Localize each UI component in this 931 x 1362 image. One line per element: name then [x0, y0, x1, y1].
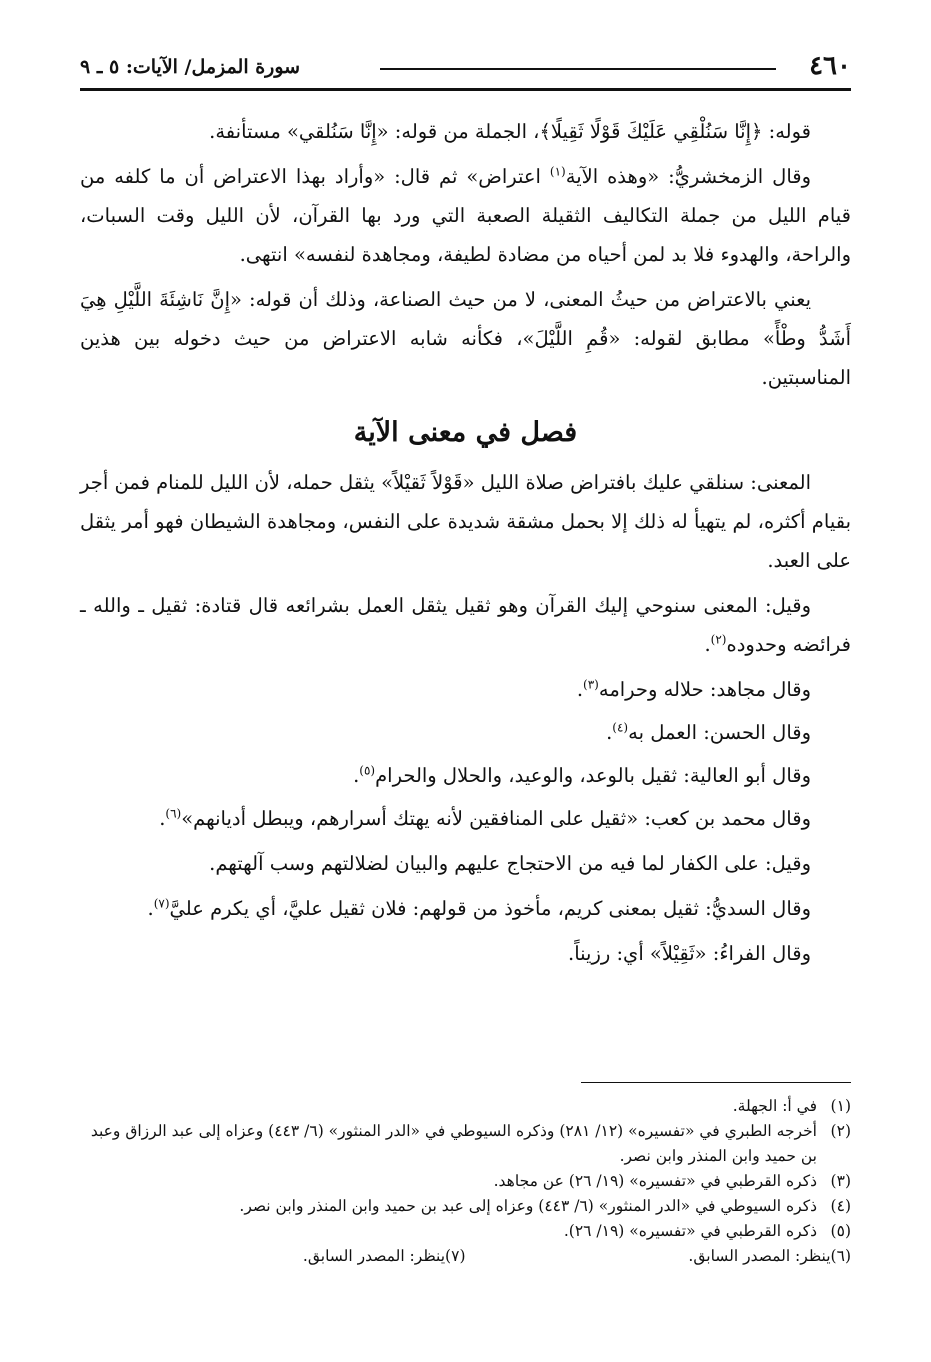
paragraph: وقال أبو العالية: ثقيل بالوعد، والوعيد، والحلال والحرام$^{(٥)}$. — [353, 763, 811, 787]
paragraph: وقال الزمخشريُّ: «وهذه الآية$^{(١)}$ اعتراض» ثم قال: «وأراد بهذا الاعتراض أن ما كلفه من قيام الليل من جملة التكاليف الثقيلة الصعبة التي ورد بها القرآن، لأن الليل وقت السبات، والراحة، والهدوء فلا بد لمن أحياه من مضادة لطيفة، ومجاهدة لنفسه» انتهى. — [80, 164, 851, 266]
footnote-ref[interactable]: (١) — [549, 164, 566, 179]
header-rule — [380, 68, 776, 70]
footnote-ref[interactable]: (٧) — [153, 896, 170, 911]
footnote-ref[interactable]: (٢) — [710, 632, 727, 647]
page-header — [80, 48, 851, 91]
footnote: (٦) ينظر: المصدر السابق. — [688, 1247, 851, 1265]
main-text — [80, 112, 851, 979]
footnote: (٧) ينظر: المصدر السابق. — [302, 1247, 466, 1265]
paragraph: وقيل: المعنى سنوحي إليك القرآن وهو ثقيل يثقل العمل بشرائعه قال قتادة: ثقيل ـ والله ـ فرائضه وحدوده$^{(٢)}$. — [80, 594, 851, 656]
footnote-separator — [581, 1082, 851, 1083]
footnote: (١) في أ: الجهلة. — [732, 1097, 851, 1115]
footnote-ref[interactable]: (٥) — [359, 763, 376, 778]
footnotes — [80, 1094, 851, 1269]
footnote: (٥) ذكره القرطبي في «تفسيره» (١٩/ ٢٦). — [563, 1222, 851, 1240]
footnote: (٢) أخرجه الطبري في «تفسيره» (١٢/ ٢٨١) وذكره السيوطي في «الدر المنثور» (٦/ ٤٤٣) وعزاه إلى عبد الرزاق وعبد بن حميد وابن المنذر وابن نصر. — [90, 1122, 851, 1165]
running-title: سورة المزمل/ الآيات: ٥ ـ ٩ — [80, 56, 301, 78]
page-number: ٤٦٠ — [809, 51, 851, 81]
paragraph: وقال الفراءُ: «ثَقِيْلاً» أي: رزيناً. — [568, 942, 811, 965]
footnote: (٣) ذكره القرطبي في «تفسيره» (١٩/ ٢٦) عن مجاهد. — [493, 1172, 851, 1190]
footnote: (٤) ذكره السيوطي في «الدر المنثور» (٦/ ٤٤٣) وعزاه إلى عبد بن حميد وابن المنذر وابن نصر. — [239, 1197, 851, 1215]
paragraph: وقال مجاهد: حلاله وحرامه$^{(٣)}$. — [576, 677, 811, 701]
paragraph: المعنى: سنلقي عليك بافتراض صلاة الليل «قَوْلاً ثَقيْلاً» يثقل حمله، لأن الليل للمنام فمن أجر بقيام أكثره، لم يتهيأ له ذلك إلا بحمل مشقة شديدة على النفس، ومجاهدة الشيطان فهو أمر يثقل على العبد. — [80, 471, 851, 572]
paragraph: وقال الحسن: العمل به$^{(٤)}$. — [606, 720, 811, 744]
footnote-row — [80, 1244, 851, 1269]
footnote-ref[interactable]: (٤) — [612, 720, 629, 735]
paragraph: وقال محمد بن كعب: «ثقيل على المنافقين لأنه يهتك أسرارهم، ويبطل أديانهم»$^{(٦)}$. — [159, 806, 811, 830]
section-heading: فصل في معنى الآية — [353, 417, 578, 448]
paragraph: قوله: ﴿إِنَّا سَنُلْقِي عَلَيْكَ قَوْلًا ثَقِيلًا﴾، الجملة من قوله: «إِنَّا سَنُلقي» مستأنفة. — [209, 120, 811, 143]
footnote-ref[interactable]: (٣) — [583, 677, 599, 692]
paragraph: وقال السديُّ: ثقيل بمعنى كريم، مأخوذ من قولهم: فلان ثقيل عليَّ، أي يكرم عليَّ$^{(٧)}$. — [147, 896, 811, 920]
paragraph: يعني بالاعتراض من حيثُ المعنى، لا من حيث الصناعة، وذلك أن قوله: «إِنَّ نَاشِئَةَ اللَّيْلِ هِيَ أَشَدُّ وطْأً» مطابق لقوله: «قُمِ اللَّيْلَ»، فكأنه شابه الاعتراض من حيث دخوله بين هذين المناسبتين. — [80, 288, 851, 389]
paragraph: وقيل: على الكفار لما فيه من الاحتجاج عليهم والبيان لضلالتهم وسب آلهتهم. — [209, 852, 811, 875]
footnote-ref[interactable]: (٦) — [165, 806, 182, 821]
